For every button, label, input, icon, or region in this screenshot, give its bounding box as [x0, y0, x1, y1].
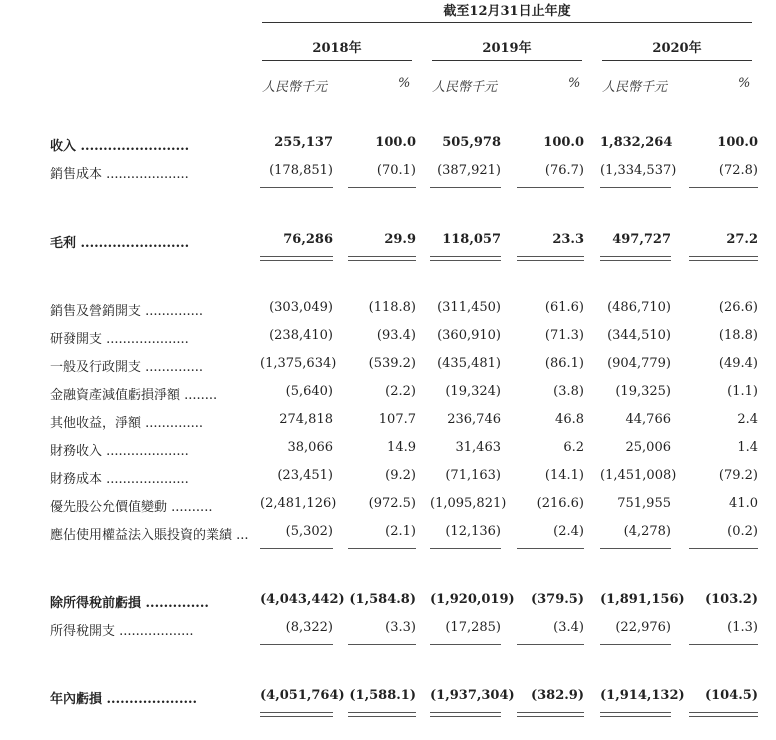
subtotal-rule	[600, 644, 671, 645]
subtotal-rule	[348, 187, 416, 188]
row-value: (387,921)	[437, 163, 501, 178]
year-2018-header: 2018年	[312, 41, 362, 56]
row-value: (1,334,537)	[600, 163, 677, 178]
row-value: (1,891,156)	[600, 592, 685, 607]
subtotal-rule	[430, 644, 501, 645]
subtotal-rule	[517, 644, 584, 645]
row-value: (4,278)	[623, 524, 671, 539]
total-double-rule	[689, 716, 758, 717]
row-value: (5,302)	[285, 524, 333, 539]
row-value: (3.3)	[385, 620, 416, 635]
row-value: (4,051,764)	[260, 688, 345, 703]
row-label: 一般及行政開支 ..............	[50, 360, 203, 375]
total-double-rule	[260, 256, 333, 257]
row-value: (2.2)	[385, 384, 416, 399]
subtotal-rule	[260, 548, 333, 549]
total-double-rule	[689, 260, 758, 261]
row-label: 財務成本 ....................	[50, 472, 189, 487]
unit-label-2018: 人民幣千元	[262, 80, 328, 95]
row-value: (18.8)	[718, 328, 758, 343]
row-value: 107.7	[378, 412, 416, 427]
subtotal-rule	[689, 187, 758, 188]
row-value: 274,818	[279, 412, 333, 427]
subtotal-rule	[260, 187, 333, 188]
row-value: 31,463	[455, 440, 501, 455]
row-label: 應佔使用權益法入賬投資的業績 ...	[50, 528, 249, 543]
pct-label-2018: %	[398, 76, 411, 91]
row-label: 優先股公允價值變動 ..........	[50, 500, 213, 515]
row-value: (1,584.8)	[349, 592, 416, 607]
total-double-rule	[260, 716, 333, 717]
subtotal-rule	[689, 644, 758, 645]
row-value: (3.4)	[553, 620, 584, 635]
subtotal-rule	[348, 548, 416, 549]
row-value: (0.2)	[727, 524, 758, 539]
row-label: 所得稅開支 ..................	[50, 624, 194, 639]
total-double-rule	[260, 712, 333, 713]
row-value: (238,410)	[269, 328, 333, 343]
year-2019-rule	[432, 60, 582, 61]
total-double-rule	[348, 256, 416, 257]
row-value: (435,481)	[437, 356, 501, 371]
row-value: (4,043,442)	[260, 592, 345, 607]
row-value: 38,066	[287, 440, 333, 455]
row-value: (1,588.1)	[349, 688, 416, 703]
subtotal-rule	[600, 187, 671, 188]
row-value: 29.9	[384, 232, 416, 247]
total-double-rule	[689, 712, 758, 713]
total-double-rule	[430, 260, 501, 261]
row-value: (12,136)	[445, 524, 501, 539]
row-value: (76.7)	[544, 163, 584, 178]
row-value: (216.6)	[536, 496, 584, 511]
total-double-rule	[430, 712, 501, 713]
unit-label-2019: 人民幣千元	[432, 80, 498, 95]
row-label: 銷售及營銷開支 ..............	[50, 304, 203, 319]
total-double-rule	[689, 256, 758, 257]
row-value: (1.3)	[727, 620, 758, 635]
row-label: 財務收入 ....................	[50, 444, 189, 459]
row-value: (311,450)	[437, 300, 501, 315]
row-value: (22,976)	[615, 620, 671, 635]
row-value: 14.9	[387, 440, 416, 455]
subtotal-rule	[430, 187, 501, 188]
row-value: (486,710)	[607, 300, 671, 315]
row-value: (71.3)	[544, 328, 584, 343]
subtotal-rule	[260, 644, 333, 645]
total-double-rule	[260, 260, 333, 261]
row-value: (972.5)	[368, 496, 416, 511]
row-value: (71,163)	[445, 468, 501, 483]
row-value: (904,779)	[607, 356, 671, 371]
row-value: (5,640)	[285, 384, 333, 399]
subtotal-rule	[517, 548, 584, 549]
row-value: 23.3	[552, 232, 584, 247]
row-value: 27.2	[726, 232, 758, 247]
row-value: (93.4)	[376, 328, 416, 343]
total-double-rule	[517, 716, 584, 717]
total-double-rule	[517, 712, 584, 713]
row-value: 118,057	[442, 232, 501, 247]
row-value: (103.2)	[704, 592, 758, 607]
row-value: (1,920,019)	[430, 592, 515, 607]
row-label: 金融資產減值虧損淨額 ........	[50, 388, 218, 403]
year-2018-rule	[262, 60, 412, 61]
pct-label-2020: %	[738, 76, 751, 91]
total-double-rule	[517, 256, 584, 257]
row-value: (1,937,304)	[430, 688, 515, 703]
total-double-rule	[600, 712, 671, 713]
row-value: (8,322)	[285, 620, 333, 635]
row-value: (70.1)	[376, 163, 416, 178]
row-value: (14.1)	[544, 468, 584, 483]
row-value: (86.1)	[544, 356, 584, 371]
row-value: 2.4	[737, 412, 758, 427]
subtotal-rule	[600, 548, 671, 549]
total-double-rule	[600, 260, 671, 261]
row-value: 6.2	[563, 440, 584, 455]
total-double-rule	[348, 260, 416, 261]
row-value: 255,137	[274, 135, 333, 150]
total-double-rule	[430, 256, 501, 257]
row-value: (379.5)	[530, 592, 584, 607]
unit-label-2020: 人民幣千元	[602, 80, 668, 95]
total-double-rule	[517, 260, 584, 261]
row-value: (539.2)	[368, 356, 416, 371]
row-value: 100.0	[543, 135, 584, 150]
row-label: 收入 ........................	[50, 139, 190, 154]
row-value: (1,914,132)	[600, 688, 685, 703]
pct-label-2019: %	[568, 76, 581, 91]
row-value: 505,978	[442, 135, 501, 150]
row-label: 年內虧損 ....................	[50, 692, 198, 707]
row-value: 41.0	[729, 496, 758, 511]
row-label: 其他收益，淨額 ..............	[50, 416, 203, 431]
year-2019-header: 2019年	[482, 41, 532, 56]
row-value: (49.4)	[718, 356, 758, 371]
total-double-rule	[430, 716, 501, 717]
row-value: (1.1)	[727, 384, 758, 399]
row-label: 毛利 ........................	[50, 236, 190, 251]
subtotal-rule	[517, 187, 584, 188]
row-value: 44,766	[625, 412, 671, 427]
row-value: (79.2)	[718, 468, 758, 483]
row-value: (19,324)	[445, 384, 501, 399]
row-value: 100.0	[717, 135, 758, 150]
row-value: (382.9)	[530, 688, 584, 703]
row-value: (104.5)	[704, 688, 758, 703]
row-value: (3.8)	[553, 384, 584, 399]
row-label: 除所得稅前虧損 ..............	[50, 596, 209, 611]
row-value: (1,375,634)	[260, 356, 337, 371]
row-value: 236,746	[447, 412, 501, 427]
total-double-rule	[348, 712, 416, 713]
row-value: (178,851)	[269, 163, 333, 178]
row-value: (1,095,821)	[430, 496, 507, 511]
row-value: (72.8)	[718, 163, 758, 178]
year-2020-rule	[602, 60, 752, 61]
row-value: (2.1)	[385, 524, 416, 539]
row-value: 1,832,264	[600, 135, 673, 150]
period-header: 截至12月31日止年度	[443, 4, 571, 19]
row-value: (2.4)	[553, 524, 584, 539]
row-label: 銷售成本 ....................	[50, 167, 189, 182]
subtotal-rule	[348, 644, 416, 645]
row-value: (61.6)	[544, 300, 584, 315]
row-value: 25,006	[625, 440, 671, 455]
row-value: (1,451,008)	[600, 468, 677, 483]
row-label: 研發開支 ....................	[50, 332, 189, 347]
row-value: 76,286	[283, 232, 333, 247]
row-value: (344,510)	[607, 328, 671, 343]
total-double-rule	[600, 716, 671, 717]
row-value: (26.6)	[718, 300, 758, 315]
subtotal-rule	[430, 548, 501, 549]
row-value: 1.4	[737, 440, 758, 455]
row-value: (19,325)	[615, 384, 671, 399]
subtotal-rule	[689, 548, 758, 549]
row-value: 46.8	[555, 412, 584, 427]
period-rule	[262, 22, 752, 23]
row-value: 751,955	[617, 496, 671, 511]
row-value: (118.8)	[368, 300, 416, 315]
row-value: 100.0	[375, 135, 416, 150]
row-value: (9.2)	[385, 468, 416, 483]
row-value: (303,049)	[269, 300, 333, 315]
row-value: (360,910)	[437, 328, 501, 343]
year-2020-header: 2020年	[652, 41, 702, 56]
row-value: (23,451)	[277, 468, 333, 483]
row-value: (2,481,126)	[260, 496, 337, 511]
row-value: (17,285)	[445, 620, 501, 635]
total-double-rule	[600, 256, 671, 257]
row-value: 497,727	[612, 232, 671, 247]
total-double-rule	[348, 716, 416, 717]
